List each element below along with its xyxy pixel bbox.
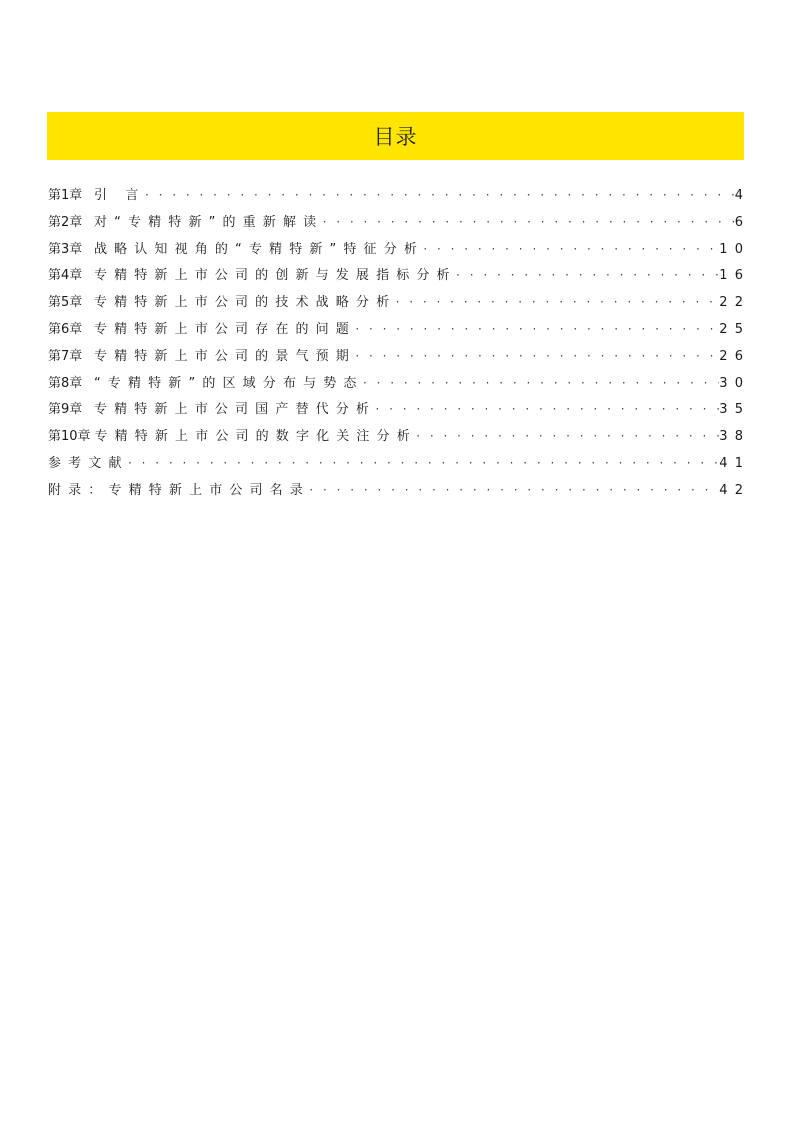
toc-entry-page: 41: [719, 455, 751, 471]
toc-entry-page: 30: [719, 375, 751, 391]
toc-leader-dots: [414, 423, 719, 450]
toc-leader-dots: [454, 262, 719, 289]
toc-entry-title: 参考文献: [48, 455, 129, 471]
toc-entry[interactable]: [48, 396, 751, 423]
toc-entry-title: 专精特新上市公司的技术战略分析: [93, 295, 397, 311]
toc-entry-label: [48, 290, 396, 317]
toc-leader-dots: [143, 182, 735, 209]
toc-leader-dots: [394, 289, 720, 316]
toc-entry-label: [48, 451, 129, 478]
toc-entry-label: [48, 424, 417, 451]
toc-entry[interactable]: [48, 236, 751, 263]
toc-entry-label: [48, 397, 376, 424]
toc-entry-title: 专精特新上市公司存在的问题: [93, 321, 356, 337]
toc-title: 目录: [373, 125, 418, 149]
toc-entry-label: [48, 344, 356, 371]
toc-entry[interactable]: [48, 262, 751, 289]
toc-entry-chapter: 第4章: [48, 268, 83, 284]
toc-leader-dots: [361, 370, 719, 397]
toc-entry-page: 22: [719, 295, 751, 311]
toc-entry-label: [48, 317, 356, 344]
toc-entry-chapter: 第6章: [48, 321, 83, 337]
toc-entry-page: 16: [719, 268, 751, 284]
toc-entry-chapter: 第2章: [48, 214, 83, 230]
toc-leader-dots: [421, 236, 719, 263]
toc-entry-title: 专精特新上市公司国产替代分析: [93, 402, 377, 418]
toc-entry-label: [48, 478, 310, 505]
toc-entry-chapter: 第7章: [48, 348, 83, 364]
toc-entry[interactable]: [48, 370, 751, 397]
toc-entry-chapter: 第5章: [48, 295, 83, 311]
toc-leader-dots: [353, 343, 719, 370]
toc-entry-chapter: 第3章: [48, 241, 83, 257]
toc-entry-label: [48, 371, 364, 398]
toc-entry[interactable]: [48, 182, 751, 209]
toc-entry-title: 专精特新上市公司的创新与发展指标分析: [93, 268, 457, 284]
toc-entry-title: 附录：专精特新上市公司名录: [48, 482, 310, 498]
toc-entry-title: 对“专精特新”的重新解读: [93, 214, 324, 230]
toc-entry[interactable]: [48, 477, 751, 504]
toc-entry-title: 专精特新上市公司的景气预期: [93, 348, 356, 364]
toc-entry-page: 26: [719, 348, 751, 364]
toc-entry-page: 10: [719, 241, 751, 257]
toc-leader-dots: [373, 396, 719, 423]
toc-entry-page: 4: [734, 188, 751, 203]
toc-entry-label: [48, 210, 323, 237]
toc-entry-chapter: 第1章: [48, 188, 83, 203]
toc-entry-title: 专精特新上市公司的数字化关注分析: [94, 429, 417, 445]
toc-entry-title: 战略认知视角的“专精特新”特征分析: [93, 241, 424, 257]
toc-entry-title: 引 言: [93, 188, 146, 203]
toc-entry-page: 25: [719, 321, 751, 337]
toc-entry[interactable]: [48, 209, 751, 236]
toc-leader-dots: [307, 477, 719, 504]
toc-entry-chapter: 第10章: [48, 429, 91, 445]
toc-entry[interactable]: [48, 316, 751, 343]
toc-entry[interactable]: [48, 450, 751, 477]
toc-entry-page: 6: [734, 214, 751, 230]
toc-title-band: [47, 112, 744, 160]
toc-entry[interactable]: [48, 289, 751, 316]
toc-entry[interactable]: [48, 343, 751, 370]
toc-leader-dots: [321, 209, 735, 236]
toc-entry[interactable]: [48, 423, 751, 450]
toc-entry-chapter: 第9章: [48, 402, 83, 418]
toc-entry-label: [48, 183, 146, 210]
toc-entry-page: 35: [719, 402, 751, 418]
toc-entry-chapter: 第8章: [48, 375, 83, 391]
toc-entry-title: “专精特新”的区域分布与势态: [93, 375, 364, 391]
toc-entry-page: 42: [719, 482, 751, 498]
toc-list: [48, 182, 751, 504]
toc-entry-label: [48, 237, 424, 264]
toc-leader-dots: [353, 316, 719, 343]
toc-leader-dots: [126, 450, 719, 477]
toc-entry-page: 38: [719, 429, 751, 445]
toc-entry-label: [48, 263, 457, 290]
